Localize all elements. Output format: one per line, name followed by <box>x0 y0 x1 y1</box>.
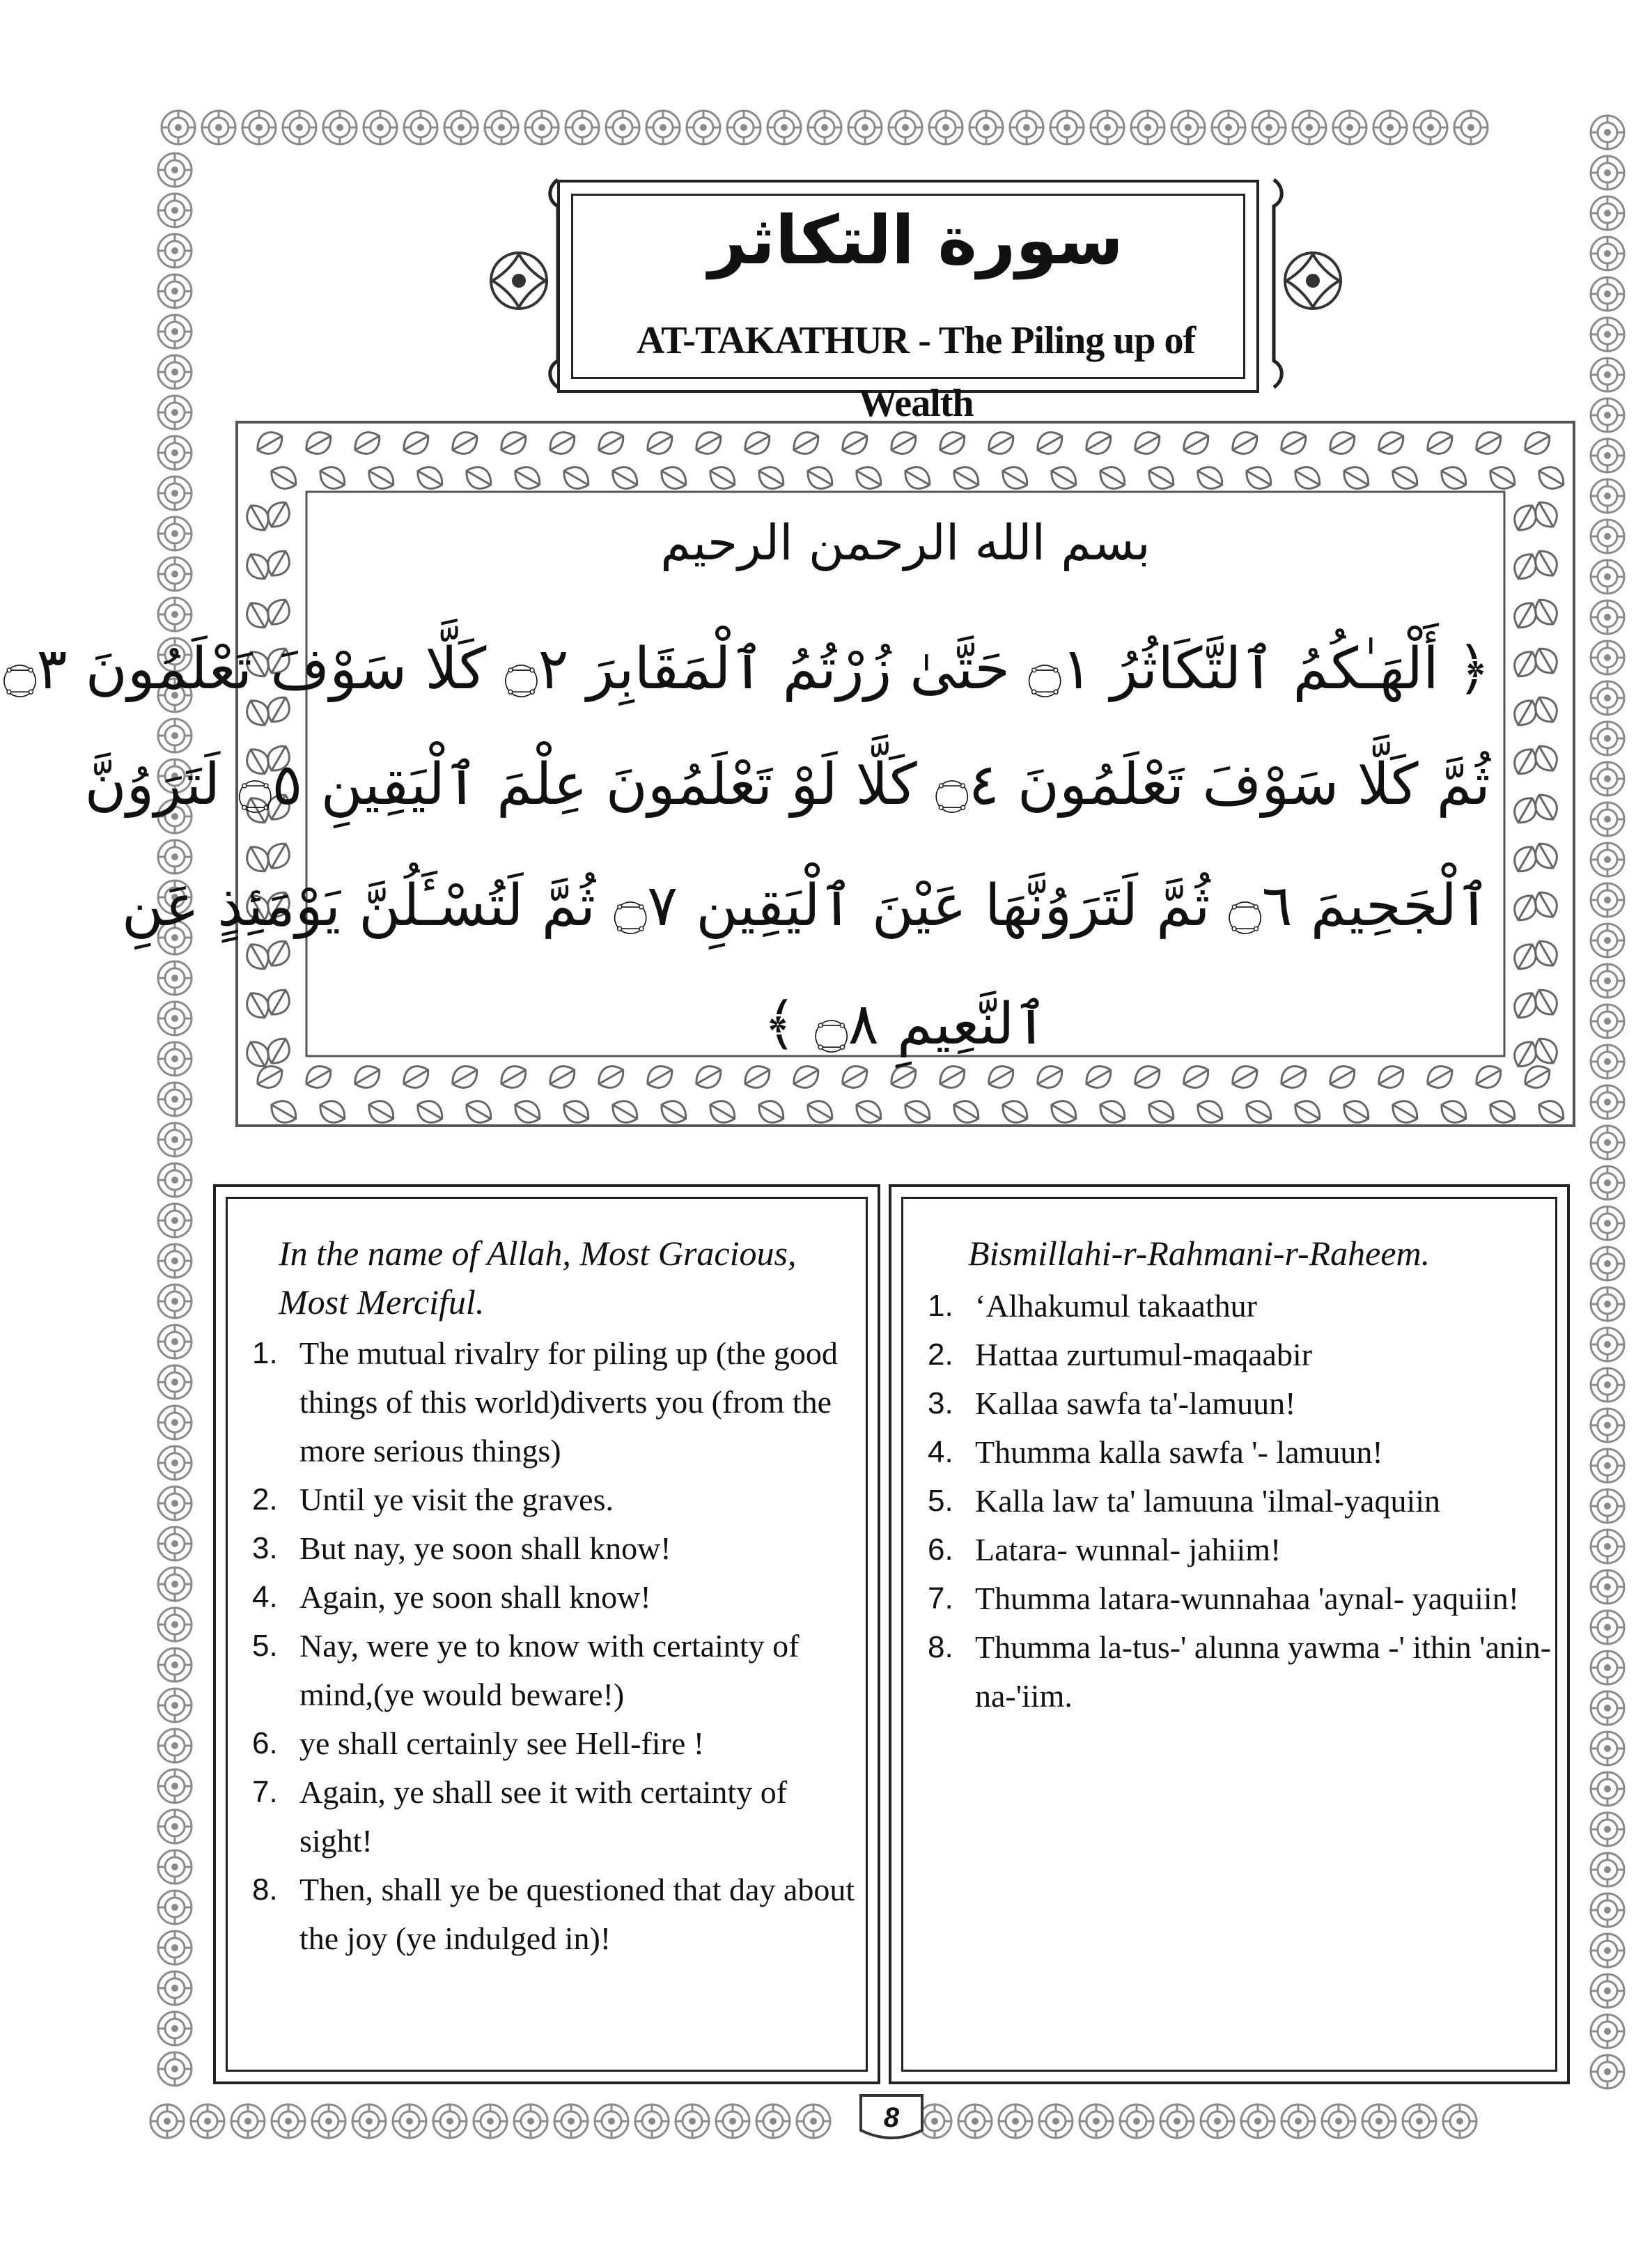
translation-box <box>213 1184 880 2084</box>
page-border-bottom <box>146 2098 1500 2144</box>
list-item: 2. Hattaa zurtumul-maqaabir <box>928 1337 1313 1372</box>
rosette-ornament-left-icon <box>488 249 550 312</box>
page-border-top <box>157 104 1497 150</box>
list-item: 6. ye shall certainly see Hell-fire ! <box>252 1726 705 1761</box>
list-item: 6. Latara- wunnal- jahiim! <box>928 1532 1281 1567</box>
surah-title-english: AT-TAKATHUR - The Piling up of Wealth <box>636 319 1196 425</box>
list-item: 4. Thumma kalla sawfa '- lamuun! <box>928 1434 1383 1470</box>
list-item: 8. Thumma la-tus-' alunna yawma -' ithin 'anin-na-'iim. <box>928 1629 1552 1714</box>
surah-title-banner <box>536 173 1295 425</box>
translation-verse-list <box>252 1329 865 1963</box>
list-item: 1. ‘Alhakumul takaathur <box>928 1288 1257 1324</box>
ayah-line-1: ﴿ أَلْهَـٰكُمُ ٱلتَّكَاثُرُ ۝١ حَتَّىٰ زُرْتُمُ ٱلْمَقَابِرَ ۝٢ كَلَّا سَوْفَ تَعْلَمُونَ ۝٣ <box>3 636 1490 702</box>
list-item: 1. The mutual rivalry for piling up (the good things of this world)diverts you (from the more serious things) <box>252 1335 838 1468</box>
list-item: 3. But nay, ye soon shall know! <box>252 1530 671 1566</box>
list-item: 7. Thumma latara-wunnahaa 'aynal- yaquiin! <box>928 1581 1520 1616</box>
surah-title-arabic: سورة التكاثر <box>708 201 1123 279</box>
translation-basmala: In the name of Allah, Most Gracious, Most Merciful. <box>279 1234 797 1321</box>
basmala-arabic: بسم الله الرحمن الرحيم <box>660 514 1151 571</box>
transliteration-box <box>889 1184 1570 2084</box>
page-number: 8 <box>883 2102 900 2133</box>
rosette-ornament-right-icon <box>1281 249 1344 312</box>
list-item: 5. Kalla law ta' lamuuna 'ilmal-yaquiin <box>928 1483 1441 1519</box>
page-border-right <box>1585 111 1630 2104</box>
list-item: 2. Until ye visit the graves. <box>252 1482 614 1517</box>
page-border-left <box>152 149 198 2100</box>
ayah-line-4: ٱلنَّعِيمِ ۝٨ ﴾ <box>763 991 1048 1057</box>
ayah-line-3: ٱلْجَحِيمَ ۝٦ ثُمَّ لَتَرَوُنَّهَا عَيْنَ ٱلْيَقِينِ ۝٧ ثُمَّ لَتُسْـَٔلُنَّ يَوْمَئِذٍ عَنِ <box>121 873 1490 939</box>
transliteration-basmala: Bismillahi-r-Rahmani-r-Raheem. <box>968 1234 1431 1273</box>
list-item: 3. Kallaa sawfa ta'-lamuun! <box>928 1386 1296 1421</box>
list-item: 4. Again, ye soon shall know! <box>252 1579 651 1615</box>
transliteration-verse-list <box>928 1282 1554 1721</box>
list-item: 5. Nay, were ye to know with certainty of mind,(ye would beware!) <box>252 1628 800 1712</box>
list-item: 7. Again, ye shall see it with certainty of sight! <box>252 1774 788 1859</box>
page-number-tab <box>857 2090 926 2147</box>
list-item: 8. Then, shall ye be questioned that day about the joy (ye indulged in)! <box>252 1872 855 1956</box>
ayah-line-2: ثُمَّ كَلَّا سَوْفَ تَعْلَمُونَ ۝٤ كَلَّا لَوْ تَعْلَمُونَ عِلْمَ ٱلْيَقِينِ ۝٥ لَتَرَوُنَّ <box>84 752 1490 818</box>
arabic-text-panel <box>3 415 1581 1133</box>
